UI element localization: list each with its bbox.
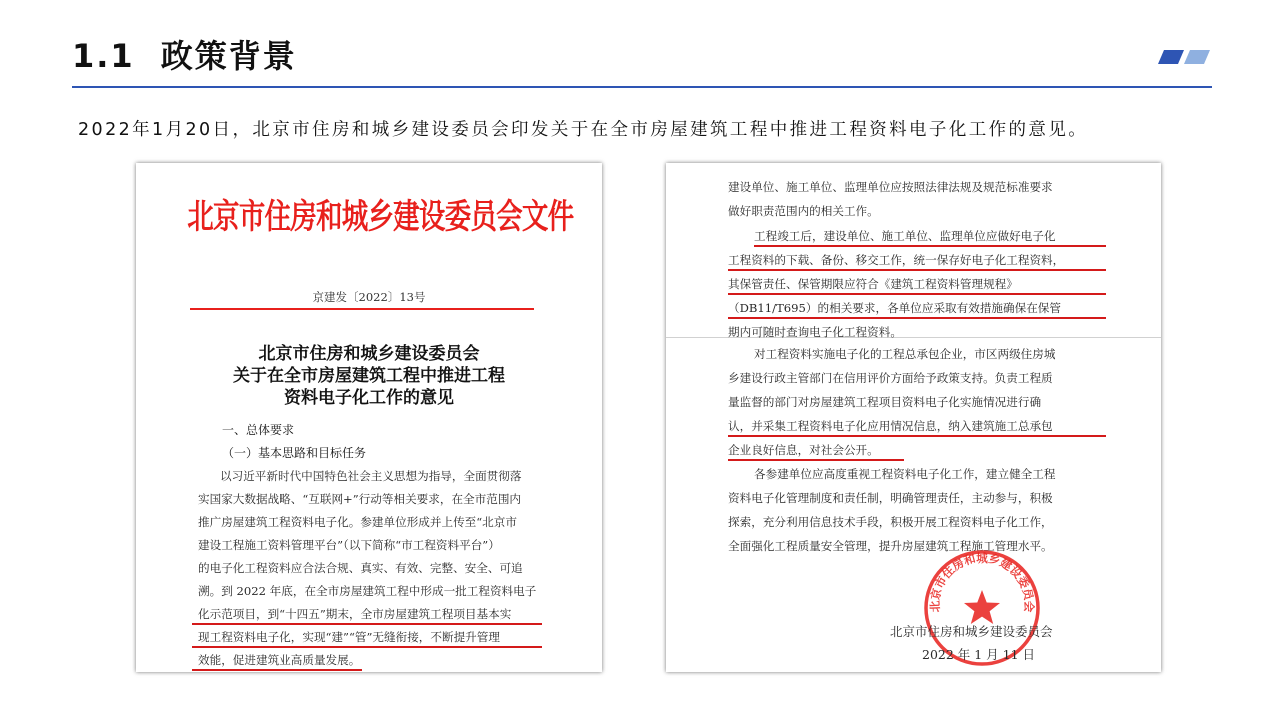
- body-line: 其保管责任、保管期限应符合《建筑工程资料管理规程》: [728, 277, 1018, 291]
- body-line: 企业良好信息，对社会公开。: [728, 443, 879, 457]
- document-heading-line: 关于在全市房屋建筑工程中推进工程: [233, 366, 505, 386]
- page-divider: [666, 337, 1161, 338]
- document-heading-line: 资料电子化工作的意见: [284, 388, 454, 408]
- section-heading: 一、总体要求: [222, 423, 295, 437]
- red-underline: [192, 669, 362, 671]
- red-underline: [728, 317, 1106, 319]
- body-line: 推广房屋建筑工程资料电子化。参建单位形成并上传至“北京市: [198, 515, 517, 529]
- section-number: 1.1: [72, 37, 135, 75]
- red-underline: [192, 623, 542, 625]
- body-line: 现工程资料电子化，实现“建”“管”无缝衔接，不断提升管理: [198, 630, 500, 644]
- red-underline: [728, 435, 1106, 437]
- red-divider: [190, 308, 534, 310]
- body-line: 资料电子化管理制度和责任制，明确管理责任，主动参与，积极: [728, 491, 1053, 505]
- seal-text: 北京市住房和城乡建设委员会: [927, 550, 1037, 613]
- red-underline: [192, 646, 542, 648]
- body-line: 以习近平新时代中国特色社会主义思想为指导，全面贯彻落: [220, 469, 522, 483]
- slanted-bars-icon: [1158, 50, 1210, 64]
- body-line: 各参建单位应高度重视工程资料电子化工作，建立健全工程: [754, 467, 1056, 481]
- body-line: 做好职责范围内的相关工作。: [728, 204, 879, 218]
- body-line: （DB11/T695）的相关要求，各单位应采取有效措施确保在保管: [728, 301, 1061, 315]
- body-line: 溯。到 2022 年底，在全市房屋建筑工程中形成一批工程资料电子: [198, 584, 537, 598]
- body-line: 建设工程施工资料管理平台”（以下简称“市工程资料平台”）: [198, 538, 500, 552]
- body-line: 建设单位、施工单位、监理单位应按照法律法规及规范标准要求: [728, 180, 1053, 194]
- body-line: 乡建设行政主管部门在信用评价方面给予政策支持。负责工程质: [728, 371, 1053, 385]
- title-divider: [72, 86, 1212, 88]
- body-line: 效能，促进建筑业高质量发展。: [198, 653, 361, 667]
- slide-title: [72, 34, 297, 78]
- body-line: 认，并采集工程资料电子化应用情况信息，纳入建筑施工总承包: [728, 419, 1053, 433]
- body-line: 实国家大数据战略、“互联网+”行动等相关要求，在全市范围内: [198, 492, 522, 506]
- red-underline: [728, 459, 904, 461]
- body-line: 工程资料的下载、备份、移交工作，统一保存好电子化工程资料，: [728, 253, 1065, 267]
- body-line: 对工程资料实施电子化的工程总承包企业，市区两级住房城: [754, 347, 1056, 361]
- red-underline: [728, 269, 1106, 271]
- body-line: 量监督的部门对房屋建筑工程项目资料电子化实施情况进行确: [728, 395, 1042, 409]
- body-line: 化示范项目，到“十四五”期末，全市房屋建筑工程项目基本实: [198, 607, 512, 621]
- body-line: 期内可随时查询电子化工程资料。: [728, 325, 902, 339]
- slide-subtitle: 2022年1月20日，北京市住房和城乡建设委员会印发关于在全市房屋建筑工程中推进工程资料电子化工作的意见。: [78, 120, 1089, 140]
- red-underline: [728, 293, 1106, 295]
- document-number: 京建发〔2022〕13号: [312, 290, 426, 304]
- body-line: 的电子化工程资料应合法合规、真实、有效、完整、安全、可追: [198, 561, 523, 575]
- document-image-left: [136, 163, 602, 672]
- document-image-right: [666, 163, 1161, 672]
- document-date: 2022 年 1 月 11 日: [922, 647, 1036, 662]
- red-underline: [754, 245, 1106, 247]
- body-line: 全面强化工程质量安全管理，提升房屋建筑工程施工管理水平。: [728, 539, 1053, 553]
- body-line: 工程竣工后，建设单位、施工单位、监理单位应做好电子化: [754, 229, 1056, 243]
- body-line: 探索，充分利用信息技术手段，积极开展工程资料电子化工作，: [728, 515, 1053, 529]
- document-heading-line: 北京市住房和城乡建设委员会: [258, 344, 480, 364]
- signature: 北京市住房和城乡建设委员会: [890, 624, 1053, 639]
- subsection-heading: （一）基本思路和目标任务: [222, 446, 367, 460]
- section-heading: 政策背景: [160, 37, 297, 75]
- document-issuer: 北京市住房和城乡建设委员会文件: [187, 197, 574, 237]
